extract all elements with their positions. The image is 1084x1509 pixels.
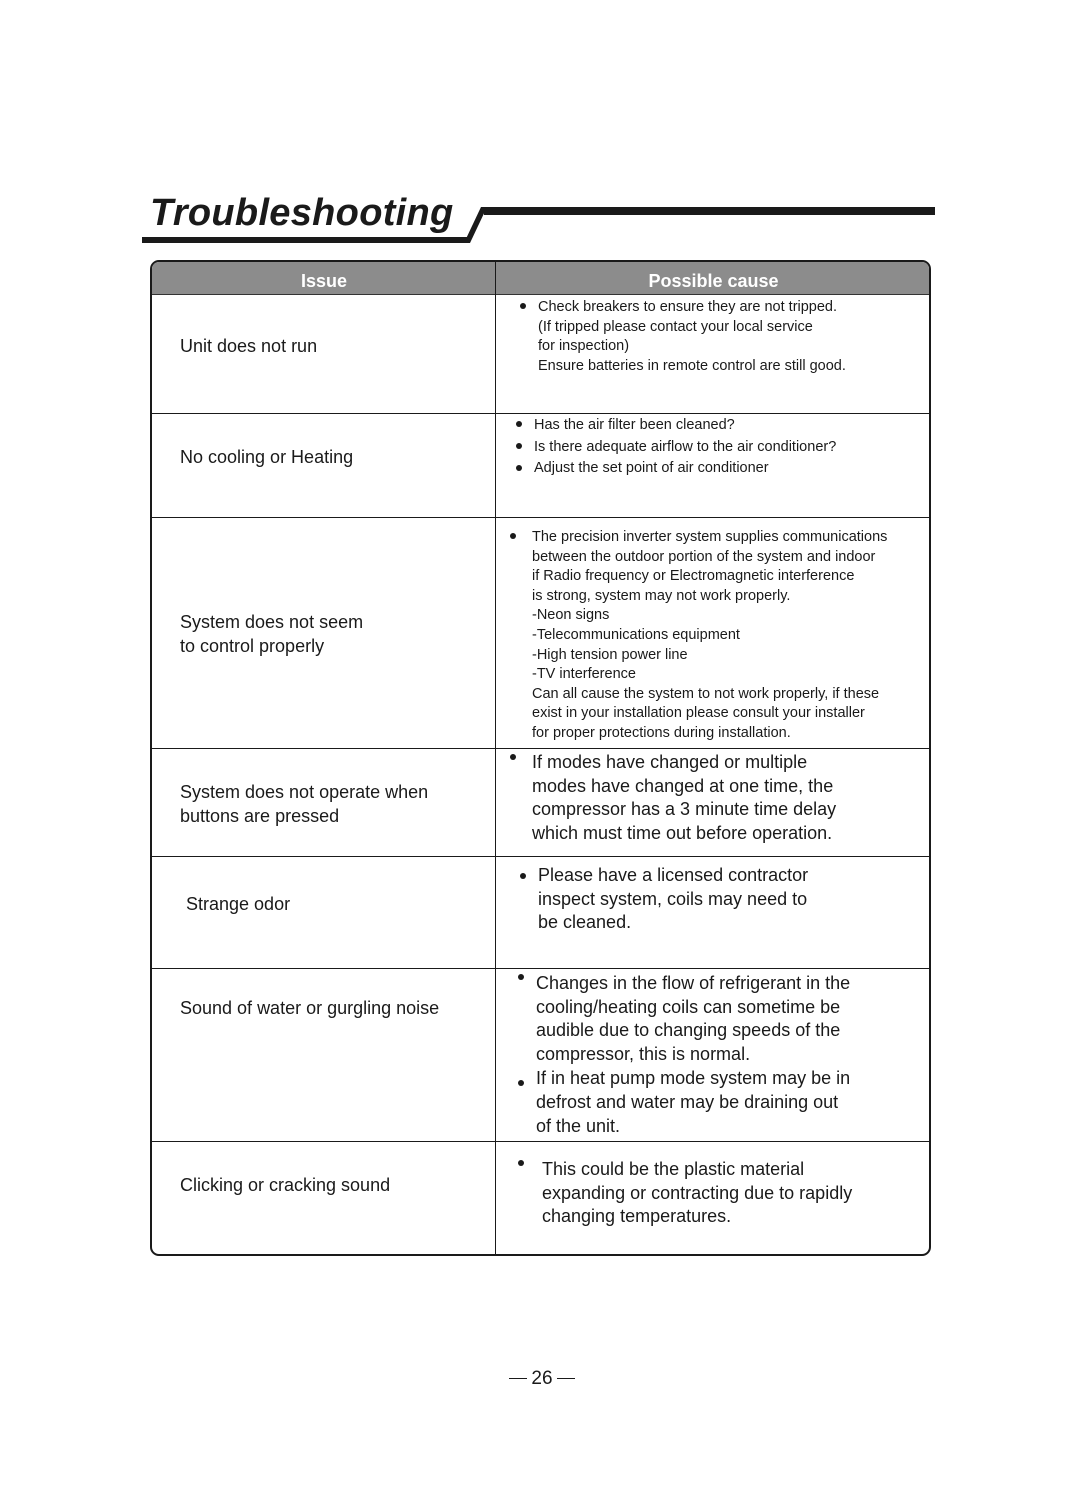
issue-system-does-not-control: System does not seem to control properly xyxy=(180,612,364,656)
issue-strange-odor: Strange odor xyxy=(186,894,291,914)
bullet-icon xyxy=(510,754,516,760)
column-divider xyxy=(495,262,496,1254)
cause-text: If in heat pump mode system may be in defrost and water may be draining out of the unit. xyxy=(536,1068,851,1136)
issue-unit-does-not-run: Unit does not run xyxy=(180,336,318,356)
issue-sound-of-water: Sound of water or gurgling noise xyxy=(180,998,440,1018)
row-divider xyxy=(152,517,929,518)
row-divider xyxy=(152,748,929,749)
cause-text: The precision inverter system supplies communications between the outdoor portion of the system and indoor if Radio frequency or Electromagnetic interference is strong, system may not work properly. -Neon signs -Telecommunications equipment -High tension power line -TV interference Can all cause the system to not work properly, if these exist in your installation please consult your installer for proper protections during installation. xyxy=(532,529,888,741)
cause-text: Changes in the flow of refrigerant in the cooling/heating coils can sometime be audible due to changing speeds of the compressor, this is normal. xyxy=(536,973,851,1064)
list-item xyxy=(510,459,926,479)
cause-list xyxy=(512,1158,928,1229)
cause-list xyxy=(508,528,931,744)
list-item xyxy=(508,528,931,744)
title-underline-rule xyxy=(0,0,1084,260)
list-item xyxy=(514,298,930,376)
bullet-icon xyxy=(520,303,526,309)
list-item xyxy=(512,1067,928,1138)
cause-text: If modes have changed or multiple modes have changed at one time, the compressor has a 3 minute time delay which must time out before operation. xyxy=(532,752,837,843)
troubleshooting-table xyxy=(150,260,931,1256)
bullet-icon xyxy=(518,974,524,980)
bullet-icon xyxy=(516,421,522,427)
list-item xyxy=(508,751,924,845)
row-divider xyxy=(152,413,929,414)
list-item xyxy=(512,1158,928,1229)
bullet-icon xyxy=(518,1080,524,1086)
bullet-icon xyxy=(510,533,516,539)
bullet-icon xyxy=(516,465,522,471)
header-possible-cause: Possible cause xyxy=(648,271,779,291)
list-item xyxy=(514,864,930,935)
cause-text: Check breakers to ensure they are not tripped. (If tripped please contact your local service for inspection) Ensure batteries in remote control are still good. xyxy=(538,299,846,374)
cause-text: Is there adequate airflow to the air conditioner? xyxy=(534,438,837,455)
bullet-icon xyxy=(518,1160,524,1166)
cause-list xyxy=(514,298,930,376)
table-header-row xyxy=(152,262,929,295)
page-number-dash-left xyxy=(509,1378,527,1379)
cause-text: Adjust the set point of air conditioner xyxy=(534,460,769,477)
issue-clicking-or-cracking: Clicking or cracking sound xyxy=(180,1175,391,1195)
list-item xyxy=(510,416,926,436)
cause-list xyxy=(508,751,924,845)
cause-list xyxy=(510,416,926,479)
page-number xyxy=(0,1368,1084,1390)
page-title: Troubleshooting xyxy=(150,192,454,234)
page-number-dash-right xyxy=(557,1378,575,1379)
cause-text: Please have a licensed contractor inspect system, coils may need to be cleaned. xyxy=(538,865,809,933)
issue-system-does-not-operate: System does not operate when buttons are pressed xyxy=(180,782,429,826)
cause-text: Has the air filter been cleaned? xyxy=(534,417,735,433)
cause-list xyxy=(514,864,930,935)
issue-no-cooling-or-heating: No cooling or Heating xyxy=(180,447,354,467)
row-divider xyxy=(152,856,929,857)
row-divider xyxy=(152,968,929,969)
header-issue: Issue xyxy=(300,271,348,291)
cause-text: This could be the plastic material expanding or contracting due to rapidly changing temperatures. xyxy=(542,1159,853,1227)
cause-list xyxy=(512,972,928,1138)
list-item xyxy=(510,438,926,458)
page-number-value: 26 xyxy=(531,1368,553,1389)
bullet-icon xyxy=(520,873,526,879)
row-divider xyxy=(152,1141,929,1142)
list-item xyxy=(512,972,928,1066)
bullet-icon xyxy=(516,443,522,449)
